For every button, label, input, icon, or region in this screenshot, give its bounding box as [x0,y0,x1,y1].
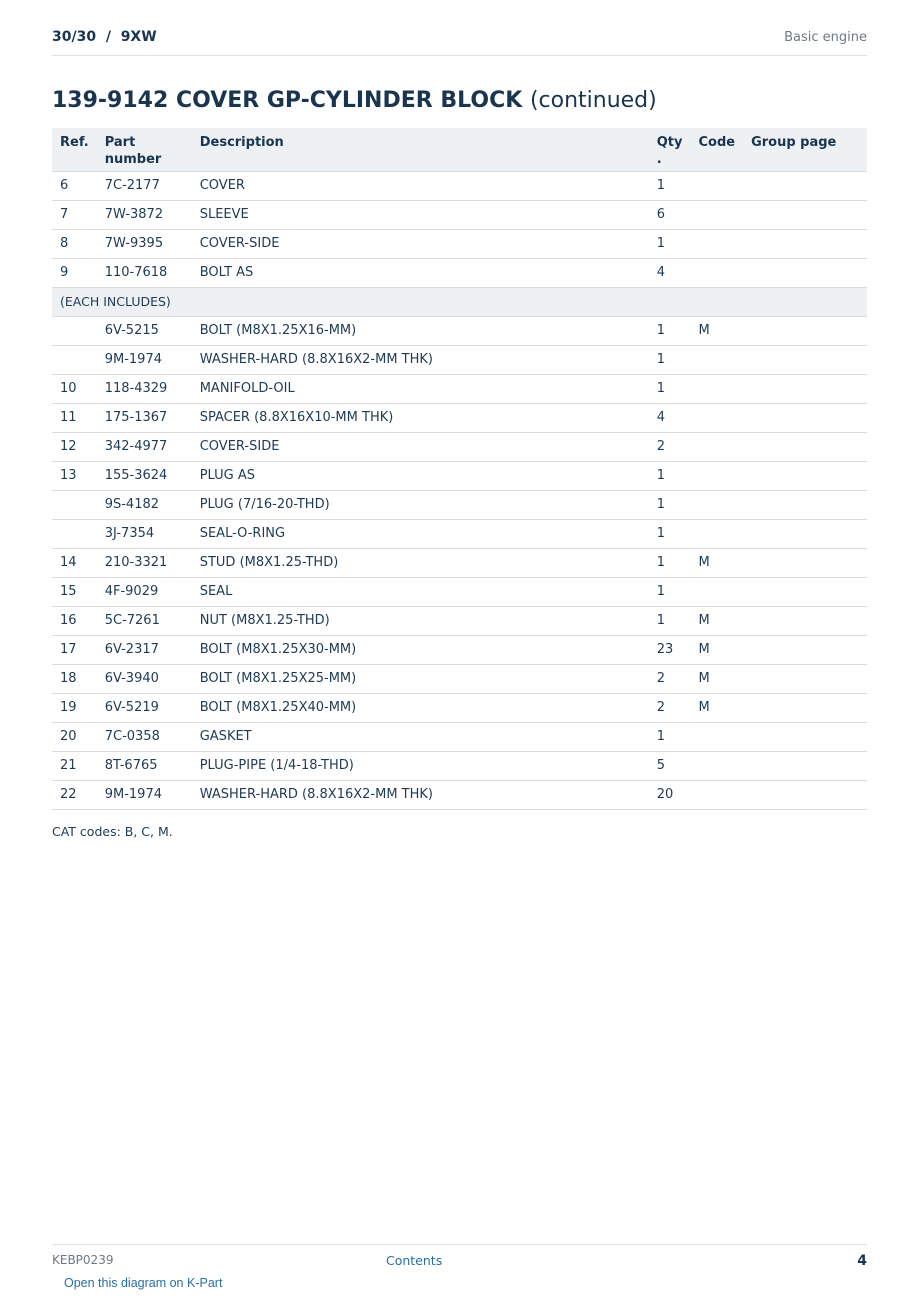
page-footer [52,1244,867,1275]
cell-group-page [743,403,867,432]
cell-qty: 1 [649,316,691,345]
table-row [52,548,867,577]
table-row [52,229,867,258]
cell-part-number: 7C-2177 [97,171,192,200]
cell-ref: 22 [52,780,97,809]
cell-group-page [743,693,867,722]
cell-group-page [743,345,867,374]
open-diagram-link[interactable]: Open this diagram on K-Part [64,1276,223,1290]
cell-ref: 21 [52,751,97,780]
table-row [52,722,867,751]
cell-description: PLUG (7/16-20-THD) [192,490,649,519]
cell-ref: 18 [52,664,97,693]
cell-part-number: 5C-7261 [97,606,192,635]
cell-group-page [743,722,867,751]
cell-description: COVER [192,171,649,200]
cell-code: M [690,316,743,345]
cell-part-number: 7W-9395 [97,229,192,258]
cell-ref: 9 [52,258,97,287]
col-code: Code [690,128,743,171]
cell-ref: 8 [52,229,97,258]
table-header [52,128,867,171]
cell-ref [52,345,97,374]
cell-ref [52,490,97,519]
cell-group-page [743,548,867,577]
cell-code [690,374,743,403]
parts-table [52,128,867,810]
cell-part-number: 342-4977 [97,432,192,461]
cell-description: PLUG-PIPE (1/4-18-THD) [192,751,649,780]
cat-codes-note: CAT codes: B, C, M. [52,824,173,839]
cell-description: WASHER-HARD (8.8X16X2-MM THK) [192,345,649,374]
cell-code: M [690,635,743,664]
cell-part-number: 3J-7354 [97,519,192,548]
cell-group-page [743,751,867,780]
col-part-number: Part number [97,128,192,171]
cell-code: M [690,548,743,577]
page-header [52,28,867,56]
cell-ref: 11 [52,403,97,432]
cell-description: STUD (M8X1.25-THD) [192,548,649,577]
cell-qty: 4 [649,403,691,432]
cell-qty: 1 [649,490,691,519]
cell-description: COVER-SIDE [192,432,649,461]
doc-code: KEBP0239 [52,1253,114,1267]
cell-qty: 20 [649,780,691,809]
table-row [52,200,867,229]
table-row [52,635,867,664]
cell-qty: 1 [649,171,691,200]
cell-part-number: 7W-3872 [97,200,192,229]
cell-code [690,258,743,287]
cell-part-number: 6V-5215 [97,316,192,345]
cell-code [690,780,743,809]
cell-code: M [690,693,743,722]
section-name: Basic engine [784,30,867,45]
cell-group-page [743,316,867,345]
cell-ref: 10 [52,374,97,403]
table-row [52,606,867,635]
cell-group-page [743,461,867,490]
table-row [52,751,867,780]
cell-ref: 20 [52,722,97,751]
cell-group-page [743,229,867,258]
cell-code [690,432,743,461]
cell-ref: 7 [52,200,97,229]
table-body [52,171,867,809]
cell-group-page [743,171,867,200]
table-row [52,316,867,345]
cell-group-page [743,519,867,548]
cell-description: GASKET [192,722,649,751]
cell-part-number: 9M-1974 [97,345,192,374]
cell-description: COVER-SIDE [192,229,649,258]
col-description: Description [192,128,649,171]
col-group-page: Group page [743,128,867,171]
table-row [52,519,867,548]
cell-group-page [743,432,867,461]
cell-ref: 13 [52,461,97,490]
table-row [52,258,867,287]
cell-qty: 6 [649,200,691,229]
cell-group-page [743,606,867,635]
cell-description: MANIFOLD-OIL [192,374,649,403]
cell-group-page [743,577,867,606]
table-row [52,345,867,374]
cell-ref: 6 [52,171,97,200]
cell-part-number: 6V-5219 [97,693,192,722]
cell-description: NUT (M8X1.25-THD) [192,606,649,635]
cell-description: BOLT (M8X1.25X40-MM) [192,693,649,722]
table-row [52,374,867,403]
cell-code: M [690,664,743,693]
cell-part-number: 4F-9029 [97,577,192,606]
table-row [52,664,867,693]
page-title [52,88,657,113]
col-ref: Ref. [52,128,97,171]
table-row [52,693,867,722]
cell-qty: 1 [649,722,691,751]
group-label: (EACH INCLUDES) [52,287,867,316]
cell-part-number: 9S-4182 [97,490,192,519]
breadcrumb: 30/30 / 9XW [52,29,157,45]
cell-ref: 16 [52,606,97,635]
table-row [52,432,867,461]
cell-part-number: 9M-1974 [97,780,192,809]
cell-description: BOLT AS [192,258,649,287]
cell-part-number: 110-7618 [97,258,192,287]
table-row [52,461,867,490]
table-row [52,780,867,809]
cell-qty: 1 [649,606,691,635]
cell-group-page [743,780,867,809]
cell-ref: 19 [52,693,97,722]
cell-description: BOLT (M8X1.25X25-MM) [192,664,649,693]
cell-qty: 5 [649,751,691,780]
cell-part-number: 118-4329 [97,374,192,403]
cell-description: PLUG AS [192,461,649,490]
cell-qty: 1 [649,345,691,374]
col-qty: Qty . [649,128,691,171]
cell-group-page [743,200,867,229]
group-row [52,287,867,316]
cell-description: SPACER (8.8X16X10-MM THK) [192,403,649,432]
cell-ref [52,316,97,345]
cell-code [690,229,743,258]
cell-code [690,577,743,606]
cell-ref [52,519,97,548]
cell-part-number: 7C-0358 [97,722,192,751]
cell-code: M [690,606,743,635]
cell-code [690,722,743,751]
cell-group-page [743,635,867,664]
cell-qty: 23 [649,635,691,664]
cell-description: WASHER-HARD (8.8X16X2-MM THK) [192,780,649,809]
cell-ref: 12 [52,432,97,461]
cell-part-number: 8T-6765 [97,751,192,780]
cell-qty: 1 [649,519,691,548]
cell-qty: 1 [649,577,691,606]
cell-part-number: 6V-2317 [97,635,192,664]
table-row [52,577,867,606]
group-title: 139-9142 COVER GP-CYLINDER BLOCK [52,88,523,113]
cell-qty: 2 [649,664,691,693]
cell-ref: 17 [52,635,97,664]
cell-qty: 2 [649,693,691,722]
continued-label: (continued) [529,88,657,113]
cell-code [690,345,743,374]
cell-description: SLEEVE [192,200,649,229]
table-row [52,171,867,200]
cell-code [690,200,743,229]
table-row [52,490,867,519]
cell-qty: 2 [649,432,691,461]
cell-ref: 14 [52,548,97,577]
cell-code [690,403,743,432]
cell-qty: 1 [649,374,691,403]
page-number: 4 [857,1253,867,1269]
table-row [52,403,867,432]
cell-group-page [743,258,867,287]
cell-part-number: 6V-3940 [97,664,192,693]
contents-link[interactable]: Contents [386,1253,443,1268]
cell-code [690,519,743,548]
cell-group-page [743,664,867,693]
cell-group-page [743,374,867,403]
cell-description: SEAL [192,577,649,606]
cell-part-number: 155-3624 [97,461,192,490]
cell-code [690,461,743,490]
cell-qty: 4 [649,258,691,287]
cell-description: BOLT (M8X1.25X16-MM) [192,316,649,345]
cell-description: BOLT (M8X1.25X30-MM) [192,635,649,664]
cell-qty: 1 [649,229,691,258]
cell-qty: 1 [649,548,691,577]
cell-qty: 1 [649,461,691,490]
cell-ref: 15 [52,577,97,606]
cell-part-number: 175-1367 [97,403,192,432]
cell-part-number: 210-3321 [97,548,192,577]
cell-group-page [743,490,867,519]
cell-code [690,171,743,200]
cell-code [690,751,743,780]
cell-description: SEAL-O-RING [192,519,649,548]
cell-code [690,490,743,519]
